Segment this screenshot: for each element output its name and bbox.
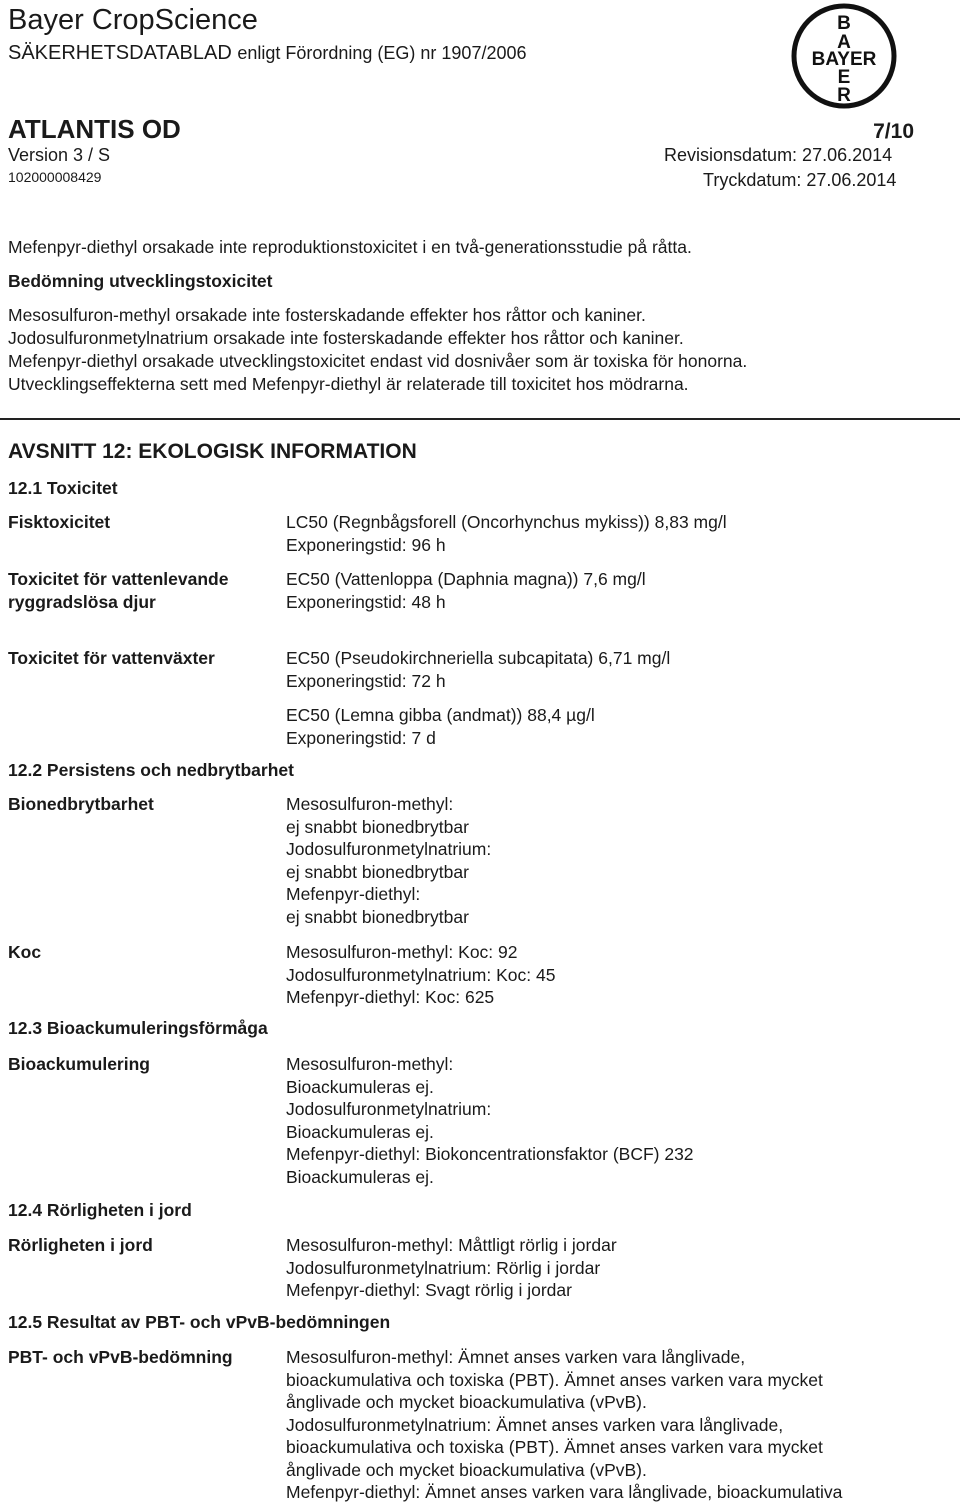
version: Version 3 / S — [8, 145, 111, 165]
bioaccumulation-label: Bioackumulering — [8, 1054, 150, 1074]
value-line: Jodosulfuronmetylnatrium: — [286, 1099, 492, 1119]
bayer-logo — [790, 2, 898, 110]
value-line: Mefenpyr-diethyl: — [286, 884, 421, 904]
value-line: Exponeringstid: 7 d — [286, 727, 436, 748]
subsection-heading: 12.5 Resultat av PBT- och vPvB-bedömningen — [8, 1312, 391, 1332]
value-line: ånglivade och mycket bioackumulativa (vPvB). — [286, 1392, 647, 1412]
bioaccumulation-values — [286, 1053, 694, 1188]
value-line: Mesosulfuron-methyl: — [286, 794, 454, 814]
plant-tox-values-b — [286, 704, 595, 749]
fish-tox-values — [286, 511, 727, 556]
koc-label: Koc — [8, 942, 42, 962]
subsection-heading: 12.3 Bioackumuleringsförmåga — [8, 1018, 268, 1038]
value-line: EC50 (Lemna gibba (andmat)) 88,4 µg/l — [286, 705, 595, 725]
value-line: ånglivade och mycket bioackumulativa (vPvB). — [286, 1459, 647, 1480]
subsection-heading: 12.2 Persistens och nedbrytbarhet — [8, 760, 294, 780]
print-date: Tryckdatum: 27.06.2014 — [703, 170, 897, 190]
invertebrate-tox-label — [8, 568, 228, 614]
value-line: Jodosulfuronmetylnatrium: Ämnet anses varken vara långlivade, — [286, 1414, 784, 1435]
value-line: Exponeringstid: 96 h — [286, 534, 446, 555]
value-line: bioackumulativa och toxiska (PBT). Ämnet anses varken vara mycket — [286, 1369, 823, 1390]
svg-text:A: A — [837, 32, 851, 53]
svg-text:E: E — [837, 67, 851, 88]
koc-values — [286, 941, 555, 1009]
plant-tox-label: Toxicitet för vattenväxter — [8, 648, 215, 668]
biodegradability-values — [286, 793, 491, 928]
value-line: Exponeringstid: 48 h — [286, 591, 446, 612]
value-line: Mesosulfuron-methyl: Koc: 92 — [286, 942, 518, 962]
value-line: ej snabbt bionedbrytbar — [286, 906, 469, 927]
value-line: Exponeringstid: 72 h — [286, 670, 446, 691]
dev-tox-line: Utvecklingseffekterna sett med Mefenpyr-diethyl är relaterade till toxicitet hos mödrarna. — [8, 374, 689, 394]
company-name: Bayer CropScience — [8, 4, 258, 36]
value-line: Mesosulfuron-methyl: Måttligt rörlig i jordar — [286, 1235, 617, 1255]
sheet-title-line — [8, 42, 527, 65]
value-line: ej snabbt bionedbrytbar — [286, 861, 469, 882]
pbt-values — [286, 1346, 842, 1504]
value-line: EC50 (Vattenloppa (Daphnia magna)) 7,6 mg/l — [286, 569, 646, 589]
value-line: Mefenpyr-diethyl: Ämnet anses varken vara långlivade, bioackumulativa — [286, 1482, 843, 1502]
value-line: ej snabbt bionedbrytbar — [286, 816, 469, 837]
label-line: Toxicitet för vattenlevande — [8, 569, 229, 589]
biodegradability-label: Bionedbrytbarhet — [8, 794, 154, 814]
value-line: bioackumulativa och toxiska (PBT). Ämnet anses varken vara mycket — [286, 1437, 823, 1457]
value-line: LC50 (Regnbågsforell (Oncorhynchus mykiss)) 8,83 mg/l — [286, 512, 727, 532]
value-line: EC50 (Pseudokirchneriella subcapitata) 6,71 mg/l — [286, 648, 671, 668]
value-line: Bioackumuleras ej. — [286, 1166, 434, 1187]
section-title: AVSNITT 12: EKOLOGISK INFORMATION — [8, 440, 417, 463]
value-line: Bioackumuleras ej. — [286, 1121, 434, 1142]
subsection-heading: 12.1 Toxicitet — [8, 478, 118, 498]
dev-tox-line: Mefenpyr-diethyl orsakade utvecklingstoxicitet endast vid dosnivåer som är toxiska för honorna. — [8, 351, 748, 371]
svg-text:R: R — [837, 85, 851, 106]
value-line: Mesosulfuron-methyl: — [286, 1054, 454, 1074]
label-line: ryggradslösa djur — [8, 592, 156, 612]
value-line: Mefenpyr-diethyl: Svagt rörlig i jordar — [286, 1280, 572, 1300]
dev-tox-line: Mesosulfuron-methyl orsakade inte fosterskadande effekter hos råttor och kaniner. — [8, 305, 646, 325]
svg-text:B: B — [837, 13, 851, 34]
mobility-label: Rörligheten i jord — [8, 1235, 153, 1255]
value-line: Jodosulfuronmetylnatrium: Rörlig i jordar — [286, 1257, 601, 1278]
section-divider — [0, 418, 960, 420]
fish-tox-label: Fisktoxicitet — [8, 512, 111, 532]
product-name: ATLANTIS OD — [8, 114, 181, 144]
value-line: Mefenpyr-diethyl: Koc: 625 — [286, 987, 495, 1007]
plant-tox-values-a — [286, 647, 670, 692]
regulation: enligt Förordning (EG) nr 1907/2006 — [237, 43, 527, 63]
subsection-heading: 12.4 Rörligheten i jord — [8, 1200, 192, 1220]
value-line: Mefenpyr-diethyl: Biokoncentrationsfaktor (BCF) 232 — [286, 1144, 694, 1164]
dev-tox-line: Jodosulfuronmetylnatrium orsakade inte fosterskadande effekter hos råttor och kaniner. — [8, 328, 684, 348]
mobility-values — [286, 1234, 617, 1302]
value-line: Jodosulfuronmetylnatrium: Koc: 45 — [286, 964, 556, 985]
revision-date: Revisionsdatum: 27.06.2014 — [664, 145, 893, 165]
sheet-title: SÄKERHETSDATABLAD — [8, 42, 232, 64]
repro-tox-text: Mefenpyr-diethyl orsakade inte reproduktionstoxicitet i en två-generationsstudie på råtta. — [8, 237, 692, 257]
invertebrate-tox-values — [286, 568, 646, 613]
doc-number: 102000008429 — [8, 169, 102, 185]
dev-tox-heading: Bedömning utvecklingstoxicitet — [8, 271, 273, 291]
logo-wordmark: BAYER — [811, 49, 877, 70]
page-number: 7/10 — [873, 120, 914, 143]
value-line: Mesosulfuron-methyl: Ämnet anses varken vara långlivade, — [286, 1347, 746, 1367]
value-line: Bioackumuleras ej. — [286, 1076, 434, 1097]
value-line: Jodosulfuronmetylnatrium: — [286, 839, 492, 859]
pbt-label: PBT- och vPvB-bedömning — [8, 1347, 233, 1367]
